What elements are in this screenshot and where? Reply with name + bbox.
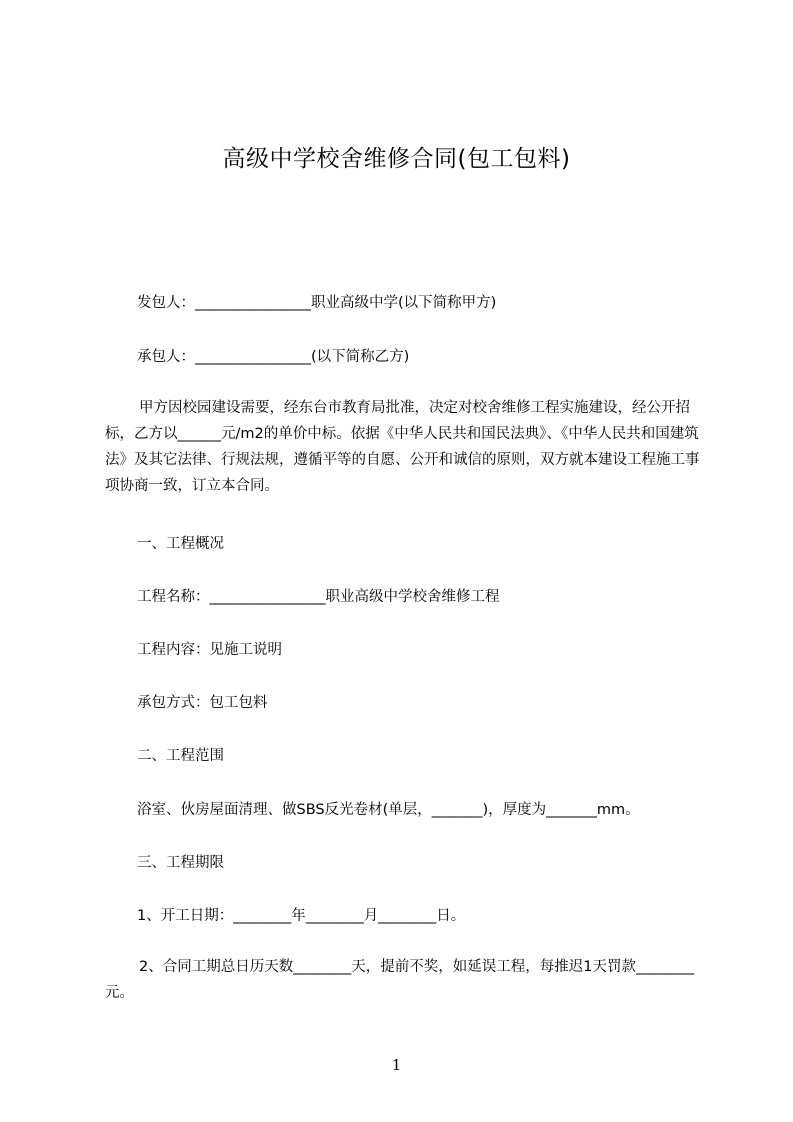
document-title: 高级中学校舍维修合同(包工包料) [222, 146, 571, 172]
preamble-text: 甲方因校园建设需要，经东台市教育局批准，决定对校舍维修工程实施建设，经公开招标，乙方以______元/m2的单价中标。依据《中华人民共和国民法典》、《中华人民共和国建筑法》及其它法律、行规法规，遵循平等的自愿、公开和诚信的原则，双方就本建设工程施工事项协商一致，订立本合同。 [105, 400, 700, 494]
scope-line: 浴室、伙房屋面清理、做SBS反光卷材(单层，_______)，厚度为_______mm。 [137, 802, 640, 818]
duration-paragraph [105, 954, 705, 1006]
section-heading-overview: 一、工程概况 [137, 536, 224, 552]
section-heading-term: 三、工程期限 [137, 855, 224, 871]
start-date-line: 1、开工日期：________年________月________日。 [137, 908, 466, 924]
section-heading-scope: 二、工程范围 [137, 748, 224, 764]
page-number: 1 [391, 1056, 402, 1074]
project-content-line: 工程内容：见施工说明 [137, 642, 282, 658]
party-a-line: 发包人：________________职业高级中学(以下简称甲方) [137, 295, 497, 311]
duration-text: 2、合同工期总日历天数________天，提前不奖，如延误工程，每推迟1天罚款________元。 [105, 959, 694, 1001]
preamble-paragraph [105, 395, 705, 499]
party-b-line: 承包人：________________(以下简称乙方) [137, 349, 410, 365]
contract-method-line: 承包方式：包工包料 [137, 695, 268, 711]
project-name-line: 工程名称：________________职业高级中学校舍维修工程 [137, 589, 500, 605]
